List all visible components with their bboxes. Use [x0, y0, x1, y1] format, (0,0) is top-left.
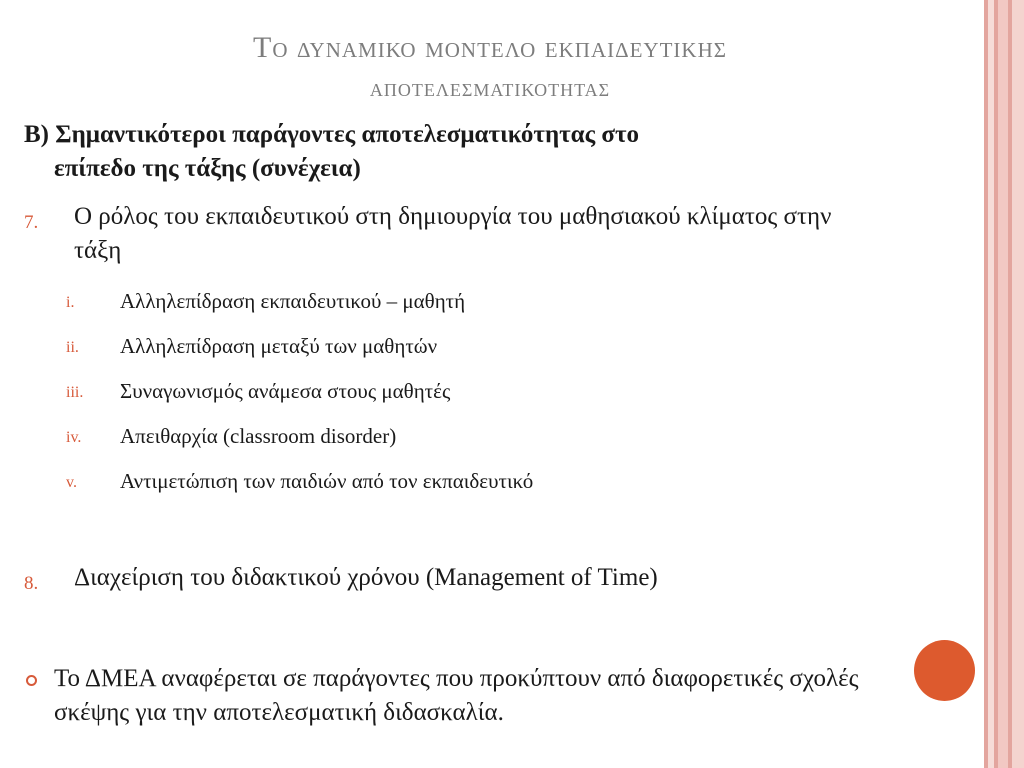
list-number: 7. — [24, 212, 39, 233]
decorative-stripe — [1012, 0, 1024, 768]
note-text: Το ΔΜΕΑ αναφέρεται σε παράγοντες που προκύπτουν από διαφορετικές σχολές σκέψης για την αποτελεσματική διδασκαλία. — [54, 665, 859, 726]
section-heading-line1: Β) Σημαντικότεροι παράγοντες αποτελεσματικότητας στο — [24, 121, 640, 148]
slide-title-line1: Το δυναμικο μοντελο εκπαιδευτικησ — [253, 31, 727, 64]
section-heading-line2: επίπεδο της τάξης (συνέχεια) — [54, 155, 361, 182]
list-number: 8. — [24, 573, 39, 594]
list-item-text: Διαχείριση του διδακτικού χρόνου (Management of Time) — [74, 564, 658, 591]
sub-list-number: iv. — [66, 429, 82, 446]
sub-list-text: Αλληλεπίδραση εκπαιδευτικού – μαθητή — [120, 289, 466, 313]
circle-bullet-icon — [26, 675, 37, 686]
section-heading — [24, 118, 924, 186]
sub-list-number: i. — [66, 294, 75, 311]
sub-list-text: Αλληλεπίδραση μεταξύ των μαθητών — [120, 334, 438, 358]
list-item-8 — [24, 561, 884, 595]
sub-list-number: iii. — [66, 384, 84, 401]
decorative-circle — [914, 640, 975, 701]
list-item-text: Ο ρόλος του εκπαιδευτικού στη δημιουργία του μαθησιακού κλίματος στην τάξη — [74, 203, 832, 264]
sub-list-number: v. — [66, 474, 77, 491]
sub-list-text: Απειθαρχία (classroom disorder) — [120, 424, 397, 448]
sub-list-number: ii. — [66, 339, 79, 356]
slide-title — [40, 28, 940, 108]
slide-title-line2: αποτελεσματικοτητασ — [369, 73, 611, 102]
note-paragraph — [24, 662, 914, 730]
sub-list-text: Συναγωνισμός ανάμεσα στους μαθητές — [120, 379, 451, 403]
list-item-7 — [24, 200, 884, 268]
decorative-stripe — [998, 0, 1008, 768]
sub-list-text: Αντιμετώπιση των παιδιών από τον εκπαιδευτικό — [120, 469, 534, 493]
